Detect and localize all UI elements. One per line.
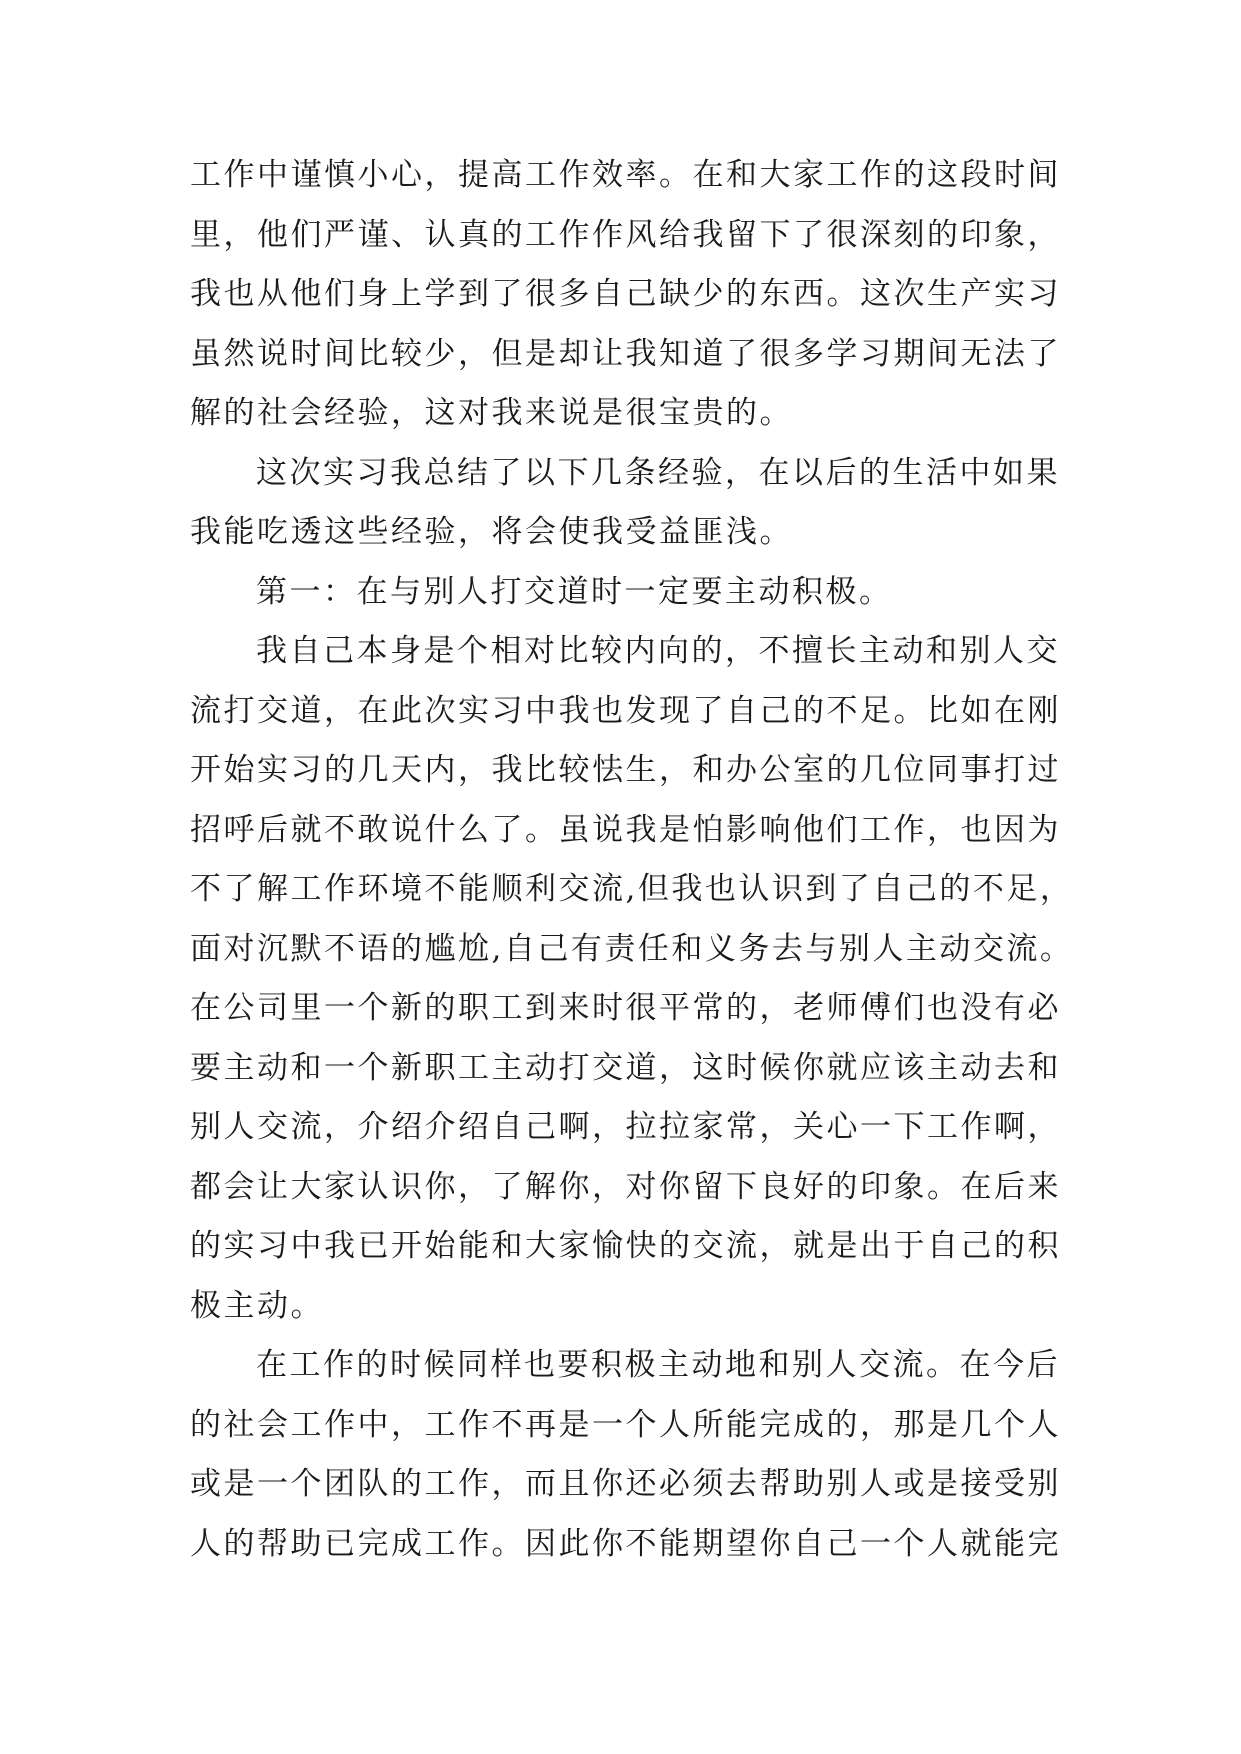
text-line: 别人交流，介绍介绍自己啊，拉拉家常，关心一下工作啊， [190,1109,1061,1145]
text-line: 我自己本身是个相对比较内向的，不擅长主动和别人交 [256,633,1060,669]
text-line: 极主动。 [190,1287,324,1324]
text-line: 的实习中我已开始能和大家愉快的交流，就是出于自己的积 [190,1228,1061,1264]
text-line: 不了解工作环境不能顺利交流,但我也认识到了自己的不足， [190,871,1074,907]
text-line: 我能吃透这些经验，将会使我受益匪浅。 [190,514,793,550]
text-line: 招呼后就不敢说什么了。虽说我是怕影响他们工作，也因为 [190,811,1061,848]
text-line: 虽然说时间比较少，但是却让我知道了很多学习期间无法了 [190,335,1061,372]
text-line: 人的帮助已完成工作。因此你不能期望你自己一个人就能完 [190,1525,1061,1562]
text-line: 面对沉默不语的尴尬,自己有责任和义务去与别人主动交流。 [190,930,1074,967]
text-line: 的社会工作中，工作不再是一个人所能完成的，那是几个人 [190,1406,1061,1443]
text-line: 在公司里一个新的职工到来时很平常的，老师傅们也没有必 [190,990,1061,1026]
text-line: 工作中谨慎小心，提高工作效率。在和大家工作的这段时间 [190,157,1061,193]
text-line: 都会让大家认识你，了解你，对你留下良好的印象。在后来 [190,1168,1061,1205]
text-line: 开始实习的几天内，我比较怯生，和办公室的几位同事打过 [190,752,1061,788]
text-line: 解的社会经验，这对我来说是很宝贵的。 [190,395,793,431]
body-text [190,146,1074,1574]
text-line: 在工作的时候同样也要积极主动地和别人交流。在今后 [256,1347,1060,1383]
text-line: 要主动和一个新职工主动打交道，这时候你就应该主动去和 [190,1049,1061,1086]
text-line: 或是一个团队的工作，而且你还必须去帮助别人或是接受别 [190,1466,1061,1502]
text-line: 我也从他们身上学到了很多自己缺少的东西。这次生产实习 [190,276,1061,312]
text-line: 流打交道，在此次实习中我也发现了自己的不足。比如在刚 [190,692,1061,729]
text-line: 这次实习我总结了以下几条经验，在以后的生活中如果 [256,454,1060,491]
text-line: 第一：在与别人打交道时一定要主动积极。 [256,573,893,610]
text-line: 里，他们严谨、认真的工作作风给我留下了很深刻的印象， [190,216,1061,253]
